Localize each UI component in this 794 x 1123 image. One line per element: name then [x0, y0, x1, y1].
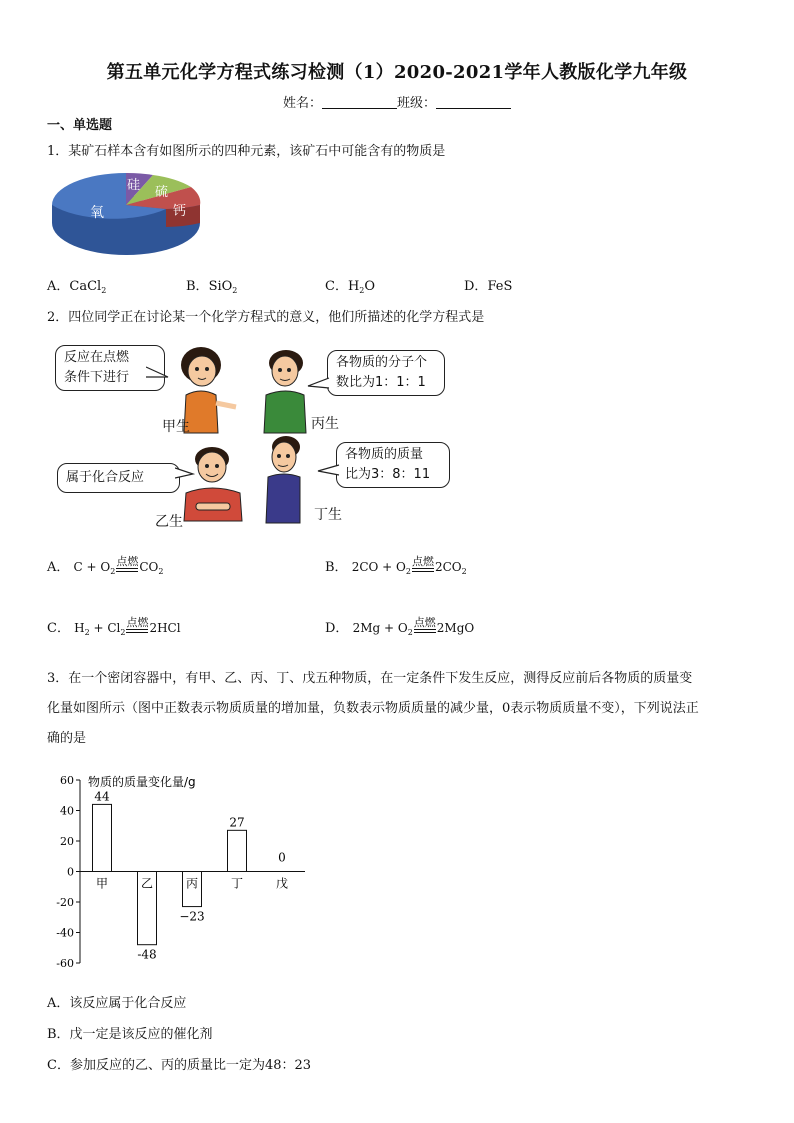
q1-option-b[interactable]: B．SiO$_2$ [186, 279, 238, 295]
chart-y-tick-label: 60 [60, 774, 74, 787]
chart-category-label: 甲 [95, 876, 109, 891]
chart-category-label: 戊 [275, 876, 289, 891]
pie-label-silicon: 硅 [127, 178, 141, 193]
q1-option-c[interactable]: C．$H_2O$ [325, 279, 376, 295]
name-label: 姓名： [282, 96, 322, 111]
class-label: 班级： [397, 96, 437, 111]
chart-y-tick-label: 20 [60, 835, 74, 848]
chart-data-label: 44 [94, 789, 110, 804]
chart-bar-1 [93, 804, 112, 871]
pie-label-calcium: 钙 [173, 204, 187, 219]
bubble-jia-tail [146, 365, 170, 381]
q2-option-a[interactable]: A． $C + O_2$点燃 $CO_2$ [47, 555, 164, 576]
chart-data-label: -48 [137, 947, 157, 962]
q3-option-c[interactable]: C．参加反应的乙、丙的质量比一定为48：23 [47, 1058, 312, 1073]
chart-data-label: 27 [229, 815, 245, 830]
q3-bar-chart [50, 768, 320, 973]
q3-stem: 3．在一个密闭容器中，有甲、乙、丙、丁、戊五种物质，在一定条件下发生反应，测得反应前后各物质的质量变 化量如图所示（图中正数表示物质质量的增加量，负数表示物质质量的减少量，0表示物质质量不变），下列说法正 确的是 [47, 671, 699, 746]
q2-option-c[interactable]: C． $H_2 + Cl_2$点燃 2HCl [47, 616, 181, 637]
chart-data-label: 0 [278, 850, 286, 865]
bubble-yi: 属于化合反应 [57, 463, 180, 493]
chart-y-tick-label: 40 [60, 804, 74, 818]
q1-stem: 1．某矿石样本含有如图所示的四种元素，该矿石中可能含有的物质是 [47, 144, 446, 159]
bubble-jia: 反应在点燃 条件下进行 [55, 345, 165, 391]
bubble-ding-tail [316, 463, 340, 477]
student-ding-illustration [262, 433, 312, 525]
chart-category-label: 丁 [230, 876, 244, 891]
class-blank[interactable] [436, 96, 511, 109]
bubble-ding: 各物质的质量 比为3：8：11 [336, 442, 450, 488]
q1-option-a[interactable]: A．CaCl$_2$ [47, 279, 107, 295]
chart-y-tick-label: 0 [67, 865, 74, 879]
name-blank[interactable] [322, 96, 397, 109]
chart-title: 物质的质量变化量/g [88, 775, 196, 789]
chart-y-tick-label: -40 [56, 926, 74, 940]
name-bing: 丙生 [311, 416, 339, 432]
pie-label-oxygen: 氧 [90, 205, 104, 221]
chart-y-tick-label: -60 [56, 957, 74, 970]
bubble-bing: 各物质的分子个 数比为1：1：1 [327, 350, 445, 396]
q2-option-d[interactable]: D． $2Mg + O_2$点燃 2MgO [325, 616, 475, 637]
name-yi: 乙生 [155, 514, 183, 530]
page-title: 第五单元化学方程式练习检测（1）2020-2021学年人教版化学九年级 [106, 62, 688, 83]
q1-pie-chart [48, 165, 208, 260]
chart-data-label: −23 [179, 909, 205, 924]
chart-bar-4 [228, 830, 247, 871]
q3-option-a[interactable]: A．该反应属于化合反应 [47, 996, 187, 1011]
name-class-line [0, 92, 794, 111]
q2-option-b[interactable]: B． $2CO + O_2$点燃 $2CO_2$ [325, 555, 467, 576]
section-heading: 一、单选题 [47, 118, 113, 133]
student-yi-illustration [180, 443, 248, 523]
q1-option-d[interactable]: D．FeS [464, 279, 513, 294]
q2-stem: 2．四位同学正在讨论某一个化学方程式的意义，他们所描述的化学方程式是 [47, 310, 485, 325]
chart-category-label: 丙 [185, 876, 199, 891]
chart-category-label: 乙 [140, 876, 154, 891]
chart-y-tick-label: -20 [56, 896, 74, 909]
student-bing-illustration [258, 345, 318, 435]
name-jia: 甲生 [162, 419, 190, 435]
pie-label-sulfur: 硫 [155, 185, 169, 200]
q3-option-b[interactable]: B．戊一定是该反应的催化剂 [47, 1027, 213, 1042]
name-ding: 丁生 [314, 507, 342, 523]
